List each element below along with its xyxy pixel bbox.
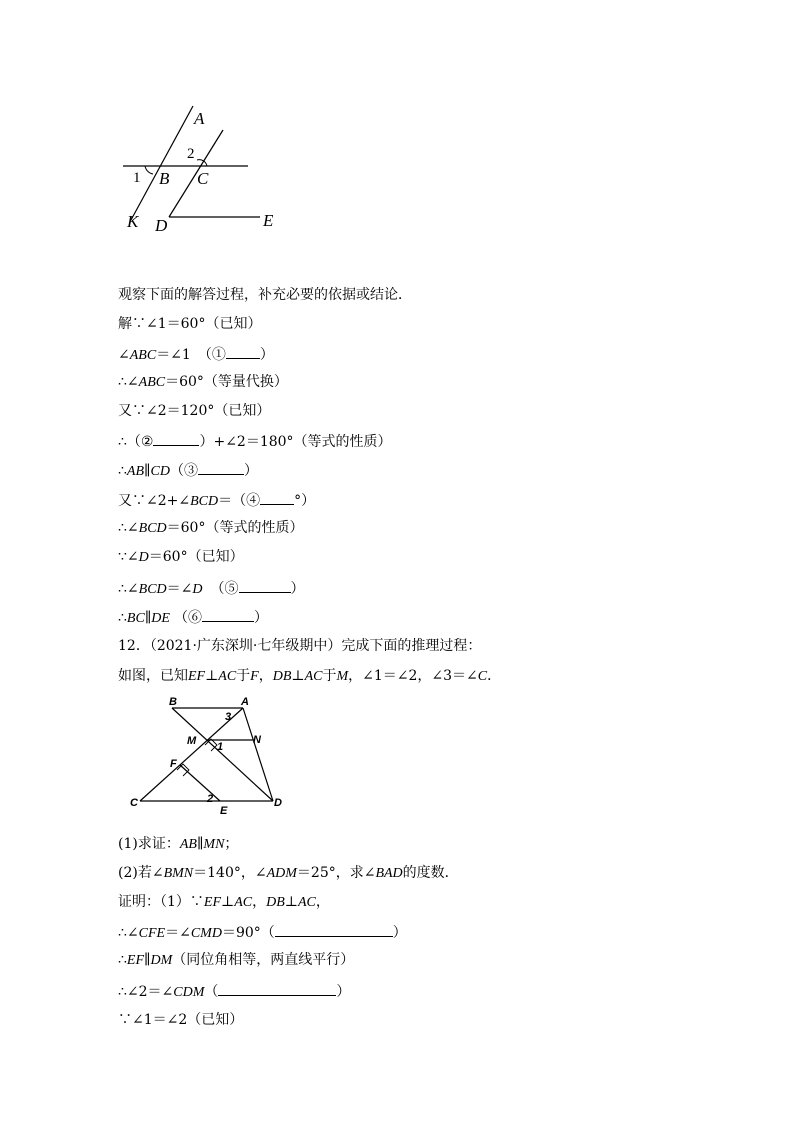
segment-FE <box>180 765 220 801</box>
label-E2: E <box>220 805 228 817</box>
blank-proof-1[interactable] <box>275 921 393 937</box>
line-dc <box>169 130 223 217</box>
solution-line-1: 解∵∠1＝60°（已知） <box>118 316 262 332</box>
solution-line-2: ∠ABC＝∠1 （① ） <box>118 343 274 366</box>
solution-line-8: ∴∠BCD＝60°（等式的性质） <box>118 520 304 536</box>
proof-line-2: ∴∠CFE＝∠CMD＝90°（ ） <box>118 921 407 944</box>
label-E: E <box>263 211 274 230</box>
blank-proof-2[interactable] <box>218 980 336 996</box>
solution-line-5: ∴（② ）+∠2＝180°（等式的性质） <box>118 430 392 452</box>
solution-line-7: 又∵∠2+∠BCD＝（④ °） <box>118 489 315 512</box>
label-3: 3 <box>225 711 232 723</box>
question-12-title: 12．（2021·广东深圳·七年级期中）完成下面的推理过程： <box>118 638 482 654</box>
label-M: M <box>187 735 197 747</box>
question-12-given: 如图，已知EF⊥AC于F，DB⊥AC于M，∠1＝∠2，∠3＝∠C． <box>118 668 502 684</box>
figure-1-parallel-lines <box>115 100 290 240</box>
figure-2-triangle <box>125 690 295 818</box>
blank-3[interactable] <box>198 459 244 475</box>
label-B: B <box>159 169 170 188</box>
part-2: (2)若∠BMN＝140°，∠ADM＝25°，求∠BAD的度数． <box>118 865 459 881</box>
line-ka <box>131 106 193 220</box>
angle-1-arc <box>145 166 153 174</box>
label-A: A <box>194 109 205 128</box>
label-C: C <box>197 169 209 188</box>
blank-5[interactable] <box>239 577 291 593</box>
solution-line-3: ∴∠ABC＝60°（等量代换） <box>118 374 288 390</box>
label-D: D <box>155 216 168 235</box>
proof-line-3: ∴EF∥DM（同位角相等，两直线平行） <box>118 952 355 968</box>
solution-line-4: 又∵∠2＝120°（已知） <box>118 403 271 419</box>
proof-line-1: 证明：（1）∵EF⊥AC，DB⊥AC， <box>118 894 330 910</box>
label-D2: D <box>274 797 282 809</box>
label-1: 1 <box>133 170 141 186</box>
label-C2: C <box>130 797 138 809</box>
label-2b: 2 <box>207 793 214 805</box>
solution-line-10: ∴∠BCD＝∠D （⑤ ） <box>118 577 305 600</box>
proof-line-4: ∴∠2＝∠CDM（ ） <box>118 980 350 1003</box>
blank-6[interactable] <box>202 606 254 622</box>
solution-line-11: ∴BC∥DE （⑥ ） <box>118 606 268 629</box>
part-1: (1)求证：AB∥MN； <box>118 836 239 852</box>
label-A2: A <box>241 696 249 708</box>
label-B2: B <box>169 696 177 708</box>
proof-line-5: ∵∠1＝∠2（已知） <box>118 1012 244 1028</box>
solution-line-9: ∵∠D＝60°（已知） <box>118 549 244 565</box>
solution-line-6: ∴AB∥CD（③ ） <box>118 459 258 482</box>
blank-1[interactable] <box>226 343 260 359</box>
label-F: F <box>170 758 177 770</box>
label-1b: 1 <box>217 741 224 753</box>
intro-text: 观察下面的解答过程，补充必要的依据或结论． <box>118 287 412 303</box>
label-2: 2 <box>187 146 195 162</box>
label-N: N <box>253 734 261 746</box>
blank-4[interactable] <box>260 489 294 505</box>
label-K: K <box>127 212 139 231</box>
blank-2[interactable] <box>153 430 199 446</box>
